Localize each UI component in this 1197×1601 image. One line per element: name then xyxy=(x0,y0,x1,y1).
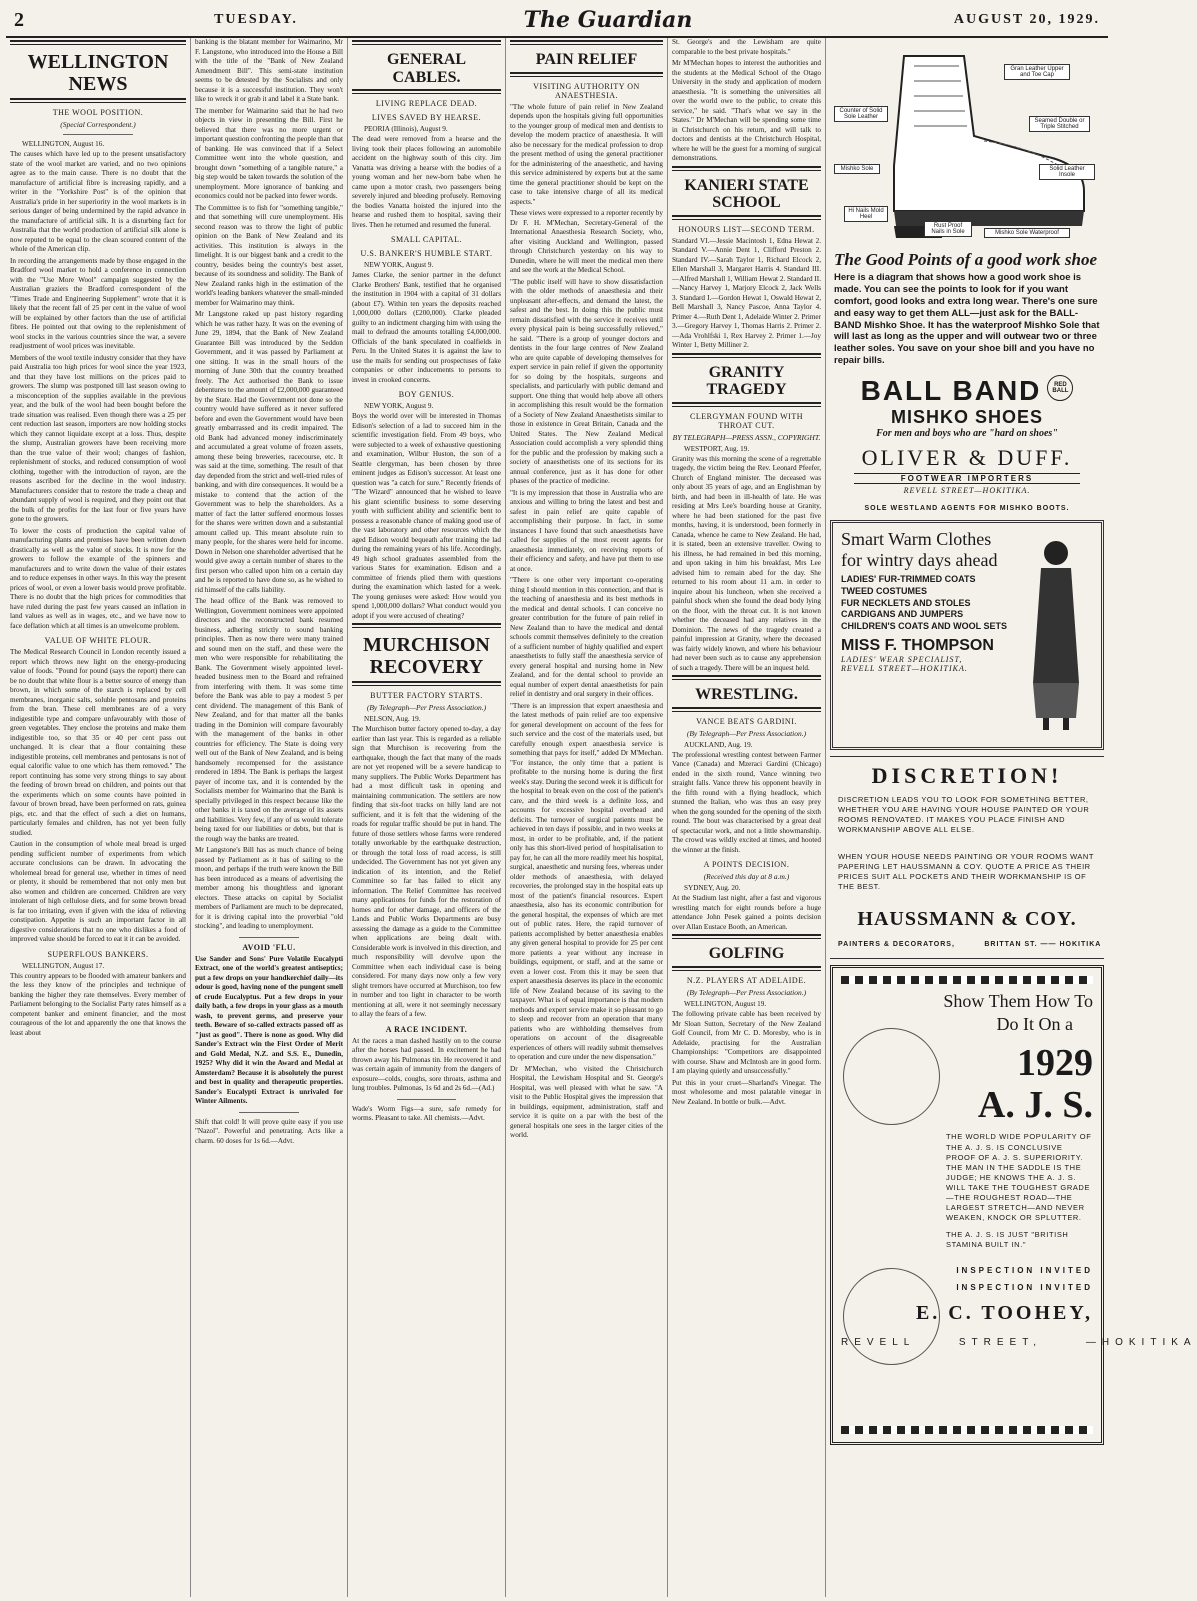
byline: BY TELEGRAPH—PRESS ASSN., COPYRIGHT. xyxy=(672,432,821,442)
heading-rule xyxy=(672,966,821,971)
dateline: PEORIA (Illinois), August 9. xyxy=(364,125,448,134)
article-paragraph: Caution in the consumption of whole meal bread is urged pending sufficient number of experiments from which accurate conclusions can be drawn. In advocating the wholemeal bread for general use, whether in times of need or plenty, it should be remembered that not only men but also women and children are concerned. Children are very intolerant of high cellulose diets, and for some brown bread is far too irritating, even if given with the idea of relieving constipation. Appetite is such an important factor in all digestive considerations that no one who dislikes a food of improved value should be forced to eat it it can be avoided. xyxy=(10,840,186,943)
heading-rule xyxy=(672,934,821,939)
thompson-address: REVELL STREET—HOKITIKA. xyxy=(841,663,968,673)
ajs-headline: Do It On a xyxy=(996,1014,1073,1035)
clothing-item: TWEED COSTUMES xyxy=(841,586,928,597)
paper-title: The Guardian xyxy=(523,7,693,33)
article-subheading: LIVING REPLACE DEAD. xyxy=(375,99,478,109)
advert-paragraph: Use Sander and Sons' Pure Volatile Eucalypti Extract, one of the world's greatest antiseptics; put a few drops on your handkerchief daily—its odour is good, having none of the pungent smell of crude Eucalyptus. Put a few drops in your daily bath, a few drops in your glass as a mouth wash, to prevent germs, and preserve your teeth. Beware of so-called extracts passed off as "just as good". There is none as good. Why did Sander's Extract win the First Order of Merit and Gold Medal, N.Z. and S.S. E., Dunedin, 1925? Why did it win the Award and Medal at Amsterdam? Because it is absolutely the purest and best in quality and therapeutic properties. Sander's Eucalypti Extract is unrivaled for Winter Ailments. xyxy=(195,954,343,1105)
heading-rule xyxy=(352,89,501,94)
byline: (By Telegraph—Per Press Association.) xyxy=(366,703,487,713)
pain-relief-heading: PAIN RELIEF xyxy=(535,51,638,68)
red-ball-badge: RED BALL xyxy=(1047,375,1073,401)
article-paragraph: "It is my impression that those in Australia who are anxious and willing to bring the latest and best and safest in pain relief are quite capable of accomplishing their purpose. In fact, in some instances I have found that such anaesthetists have called for supplies of the most recent agents for anaesthesia immediately, on receiving reports of their efficiency and safety, and have put them to use at once. xyxy=(510,488,663,573)
mishko-tagline: For men and boys who are "hard on shoes" xyxy=(876,428,1058,439)
inspection-invited: INSPECTION INVITED xyxy=(956,1282,1093,1292)
article-paragraph: Granity was this morning the scene of a regrettable tragedy, the victim being the Rev. Leonard Pfeefer, Church of England minister. The deceased was only about 35 years of age, and an Englishman by birth, and had been in ill-health of late. He was residing at Mrs Lee's boarding house at Granity, where he had been stationed for the past five months, having, it is understood, been formerly in Canada, whence he came to New Zealand. He had, it is stated, been an extensive traveller. Owing to his illness, he had remained in bed this morning, and upon taking in him his breakfast, Mrs Lee advised him to remain abed for the day. She returned to his room about 11 a.m. in order to inquire about his luncheon, when she received a painful shock when she found the dead body lying on the floor, with the throat cut. It is not known whether the deceased had any relatives in the Dominion. The news of the tragedy created a painful impression at Granity, where the deceased was fairly widely known, and where his behaviour had never been such as to cause any apprehension of such a tragedy. There will be an inquest held. xyxy=(672,454,821,672)
heading-rule xyxy=(672,402,821,407)
article-subheading: N.Z. PLAYERS AT ADELAIDE. xyxy=(686,976,807,986)
haussmann-address: PAINTERS & DECORATORS, BRITTAN ST. —— HOKITIKA xyxy=(838,941,1102,948)
heading-rule xyxy=(510,40,663,45)
ajs-text: THE WORLD WIDE POPULARITY OF THE A. J. S. IS CONCLUSIVE PROOF OF A. J. S. SUPERIORITY. THE MAN IN THE SADDLE IS THE JUDGE; HE KNOWS THE A. J. S. WILL TAKE THE TOUGHEST GRADE—THE ROUGHEST ROAD—THE LARGEST STRETCH—AND NEVER WEAKEN, KNOCK OR SPLUTTER. xyxy=(946,1132,1092,1223)
article-subheading: VANCE BEATS GARDINI. xyxy=(696,716,797,726)
article-paragraph: St. George's and the Lewisham are quite comparable to the best private hospitals." xyxy=(672,38,821,56)
article-paragraph: Members of the wool textile industry consider that they have paid Australia too high prices for wool since the year 1923, and that they have lost millions on the prices paid to growers. The slump was postponed till last season owing to a misconception of the supplies available in the previous year, and the bulk of the wool had been bought before the trade situation was realised. Even though there was a 25 per cent reduction last season, importers are now holding stocks which they cannot liquidate except at a loss. Thus, despite the slump, Australian growers have been receiving more than the true value of their wool; changes of fashion, replenishment of stocks, and reduced consumption of wool clothing, together with the introduction of rayon, are the reasons ascribed for the decline in the wool industry. Manufacturers consider that to restore the trade a cheap and abundant supply of wool is required, and they point out that the bulk of the profits for the last four or five years have gone to the growers. xyxy=(10,353,186,523)
ajs-text: THE A. J. S. IS JUST "BRITISH STAMINA BUILT IN." xyxy=(946,1229,1069,1249)
column-4 xyxy=(506,38,668,1597)
ajs-advert xyxy=(830,965,1197,1445)
byline: (By Telegraph—Per Press Association.) xyxy=(686,988,807,998)
article-subheading: SUPERFLOUS BANKERS. xyxy=(47,949,149,959)
heading-rule xyxy=(352,623,501,628)
dateline: WELLINGTON, August 17. xyxy=(22,961,105,970)
article-subheading: BUTTER FACTORY STARTS. xyxy=(370,691,483,701)
article-paragraph: James Clarke, the senior partner in the defunct Clarke Brothers' Bank, testified that he organised the institution in 1904 with a capital of 31 dollars (about £7). Within ten years the deposits reached 1,000,000 dollars (£200,000). Clarke pleaded guilty to an indictment charging him with using the mail to defraud the amounts totalling £4,000,000. Officials of the bank speculated in coalfields in Peru. In the United States it is against the law to use the mails for sending out prospectuses of fake companies or other inducements to persons to invest in crooked concerns. xyxy=(352,271,501,384)
article-paragraph: The dead were removed from a hearse and the living took their places following an automobile accident on the highway south of this city. Jim Vanatta was driving a hearse with the bodies of a young woman and her new-born babe when he came upon a motor crash, two passengers being severely injured and bleeding profusely. Removing the bodies Vanatta hoisted the injured into the hearse and rushed them to hospital, saving their lives. Then he returned and resumed the funeral. xyxy=(352,135,501,229)
article-subheading: A POINTS DECISION. xyxy=(703,860,790,870)
page-number: 2 xyxy=(14,8,24,31)
dateline: WELLINGTON, August 19. xyxy=(684,1000,767,1009)
dateline: NEW YORK, August 9. xyxy=(364,261,434,270)
issue-date: AUGUST 20, 1929. xyxy=(953,12,1100,27)
article-paragraph: In recording the arrangements made by those engaged in the Bradford wool market to hold a conference in connection with the "Use More Wool" campaign suggested by the Australian graziers the Bradford correspondent of the "Times Trade and Engineering Supplement" wrote that it is likely that the recent fall of 25 per cent in the value of wool will be explained by other factors than the use of artificial fibres. He pointed out that owing to the replenishment of wool stocks in the various countries since the war, a severe readjustment of wool prices was inevitable. xyxy=(10,256,186,350)
checker-border xyxy=(841,976,1093,984)
motorcycle-rider-illustration xyxy=(843,1028,940,1125)
shoe-label: Mishko Sole xyxy=(834,164,880,174)
sole-agents-note: SOLE WESTLAND AGENTS FOR MISHKO BOOTS. xyxy=(864,505,1070,512)
article-paragraph: banking is the blatant member for Waimarino, Mr F. Langstone, who introduced into the House a Bill with the title of the "Bank of New Zealand Amendment Bill". This semi-state institution seems to be detested by the Socialists and only because it is a successful institution. They won't like to wreck it or grab it and label it a State bank. xyxy=(195,38,343,103)
heading-rule xyxy=(672,353,821,358)
wellington-news-heading: WELLINGTON NEWS xyxy=(27,51,169,95)
kanieri-school-heading: KANIERI STATE SCHOOL xyxy=(684,176,809,212)
clothing-item: CHILDREN'S COATS AND WOOL SETS xyxy=(841,621,1007,632)
article-subheading: CLERGYMAN FOUND WITH THROAT CUT. xyxy=(690,411,803,430)
dateline: WELLINGTON, August 16. xyxy=(22,140,105,148)
heading-rule xyxy=(672,215,821,220)
column-1 xyxy=(6,38,191,1597)
granity-tragedy-heading: GRANITY TRAGEDY xyxy=(706,363,787,399)
shoe-advert-text: Here is a diagram that shows how a good work shoe is made. You can see the points to look for if you want comfort, good looks and extra long wear. There's one sure and easy way to get them ALL—just ask for the BALL-BAND Mishko Shoe. It has the waterproof Mishko Sole that will last as long as the upper and will outwear two or three leather soles. You save on your shoe bill and you have no repair bills. xyxy=(834,272,1100,367)
shoe-label: Hi Nails Mold Heel xyxy=(844,206,888,222)
footwear-importers: FOOTWEAR IMPORTERS xyxy=(854,473,1080,484)
golfing-heading: GOLFING xyxy=(708,945,785,963)
advert-column xyxy=(826,38,1197,1597)
article-paragraph: "There is an impression that expert anaesthesia and the latest methods of pain relief are too expensive for general development on account of the fees for such service and the cost of the materials used, but carefully enough expert anaesthesia service is something that pays for itself," added Dr M'Mechan. "For instance, the only time that a patient is profitable to the nursing home is during the first week's stay. During the second week it is difficult for the hospital to break even on the cost of the patient's care, and the third week is a definite loss, and accounts for excessive hospital overhead and deficits. The turnover of surgical patients must be achieved in ten days if possible, and in two weeks at most, in order to be profitable, and, if the patient only has this short-lived period of hospitalisation to pay for, he can all the more readily meet his hospital, surgical, anaesthetic and nursing fees, whereas under older methods of anaesthesia, with delayed recoveries, the prolonged stay in the hospital eats up most of the patient's financial resources. Expert anaesthesia, also has its economic contribution for the general hospital, the expenses of which are met out of public rates. Here, the rapid turnover of patients accomplished by better anaesthesia enables any given general hospital to provide for 25 per cent more patients a year without any increase in buildings, equipment, or staff, and at the same or even a lower cost. From this it may be seen that expert anaesthesia deserves its place in the economic life of New Zealand because of its saving to the taxpayer. What is of equal importance is that modern methods and expert service make it so pleasant to go to sleep and recover from an operation that many patients who are withholding themselves from operations on account of the disagreeable experiences of others will readily submit themselves to operation and cure under the new dispensation." xyxy=(510,701,663,1062)
divider xyxy=(239,1112,298,1113)
article-paragraph: Mr Langstone's Bill has as much chance of being passed by Parliament as it has of sailing to the moon, and perhaps if the truth were known the Bill has been introduced as a means of advertising the member among his thoughtless and ignorant electors. These attacks on capital by Socialist members of Parliament are much to be deprecated, for it is driving capital into the proverbial "old stocking", and leading to unemployment. xyxy=(195,846,343,930)
oliver-address: REVELL STREET—HOKITIKA. xyxy=(903,486,1031,495)
column-5 xyxy=(668,38,826,1597)
heading-rule xyxy=(672,675,821,680)
clothing-item: LADIES' FUR-TRIMMED COATS xyxy=(841,574,976,585)
issue-day: TUESDAY. xyxy=(214,12,298,27)
column-2 xyxy=(191,38,348,1597)
heading-rule xyxy=(672,707,821,712)
article-paragraph: The member for Waimarino said that he had two objects in view in presenting the Bill. First he believed that there was no more urgent or important question confronting the people than that of banking. He was convinced that if a Select Committee went into the whole question, and brought down "something of a tangible nature," a big step would be taken towards the solution of the unemployment. More ignorance of banking and economics could not be packed into fewer words. xyxy=(195,106,343,200)
article-paragraph: The professional wrestling contest between Farmer Vance (Canada) and Mzeraci Gardini (Chicago) ended in the sixth round, Vance winning two straight falls. Vance threw his opponent heavily in the fifth round with a flying headlock, which stunned the Italian, who was thus an easy prey when the gong sounded for the opening of the sixth round. The bout was characterised by a great deal of spectacular work, and not a little showmanship. The crowd was wildly excited at times, and hooted the winner at the finish. xyxy=(672,750,821,854)
article-paragraph: Mr M'Mechan hopes to interest the authorities and the students at the Medical School of the Otago University in the study and application of modern anaesthesia. "It is something the universities all over the world owe to the public, to create this service," he said. "That's what we say in the States." Dr M'Mechan will be spending some time in Christchurch on his return, and will talk to doctors and dentists at the Christchurch Hospital, where he will be the guest for a morning of surgical demonstrations. xyxy=(672,59,821,162)
article-paragraph: The head office of the Bank was removed to Wellington, Government nominees were appointed directors and the reconstructed bank resumed business, adhering strictly to sound banking principles. Then as now there were many trained and sound men on the staff, and these were the men who were responsible for rehabilitating the Bank. The Government wisely appointed level-headed business men to the Board and refrained from interfering with them. It was some time before the Bank was able to pay a modest 5 per cent dividend. The management of this Bank of New Zealand, and for that matter all the banks trading in the Dominion will compare favourably with the management of the banks in other countries for efficiency. The State is doing very well out of the Bank of New Zealand, and is being handsomely recompensed for the assistance rendered in 1894. The Bank is perhaps the largest payer of income tax, and it is contended by the Socialists member for Waimarino that the Bank is specially privileged in this respect because like the other banks it is taxed on the average of its assets and liabilities. Very few, if any of us would tolerate being taxed for our liabilities or debts, but that is the rough way the banks are treated. xyxy=(195,597,343,843)
article-paragraph: At the Stadium last night, after a fast and vigorous wrestling match for eight rounds before a huge attendance John Pesek gained a points decision over Allan Eustace Booth, an American. xyxy=(672,894,821,931)
oliver-duff-name: OLIVER & DUFF. xyxy=(861,445,1073,470)
shoe-label: Solid Leather Insole xyxy=(1039,164,1095,180)
heading-rule xyxy=(10,98,186,103)
clothes-advert xyxy=(830,520,1104,750)
dateline: WESTPORT, Aug. 19. xyxy=(684,444,750,453)
article-paragraph: "The public itself will have to show dissatisfaction with the older methods of anaesthesia and their unpleasant after-effects, and demand the latest, the safest and the best. In doing this the public must remain dissatisfied with the service it receives until every physical pain is being successfully relieved," he said. "There is a group of younger doctors and dentists in the four large centres of New Zealand who are quite capable of developing themselves for expert service in pain relief if given the opportunity for so doing by the hospitals, surgeons and specialists, and particularly with public demand and support. One thing that would help above all others in accomplishing this result would be the formation of a Society of New Zealand Anaesthetists similar to those in existence in Great Britain, Canada and the United States. The New Zealand Medical Association could accomplish a very splendid thing for the public and the profession by making such a society of anaesthetists one of its sections for its annual conference, just as it has done for other phases of the practice of medicine. xyxy=(510,277,663,486)
article-subheading: SMALL CAPITAL. xyxy=(391,235,462,245)
heading-rule xyxy=(352,40,501,45)
ajs-headline: Show Them How To xyxy=(943,991,1093,1011)
article-paragraph: The Murchison butter factory opened to-day, a day earlier than last year. This is regarded as a reliable sign that Murchison is recovering from the earthquake, though the fact that many of the roads are not yet reopened will be a severe handicap to many suppliers. The Public Works Department has had a most difficult task in opening and maintaining communication. The settlers are now finding that six-foot tracks on hilly land are not sufficient, and it is felt that the widening of the roads for regular traffic should be put in hand. The future of those settlers whose farms were rendered totally unworkable by the earthquake destruction, or through the total loss of road access, is still undecided. The Government has not yet given any indication of its intention, and the Relief Committee so far has failed to elicit any information. The Relief Committee has received many applications for funds for the restoration of homes and for other damage, and officers of the Lands and Public Works Departments are busy assessing the damage as a guide to the Committee when applications are being dealt with. Considerable work is involved in this direction, and much responsibility will devolve upon the Committee when each individual case is being considered. For many days now only a few very slight tremors have occurred at Murchison, too few in number and too light in character to be worth mentioning at all, were it not seemingly necessary to allay the fears of a few. xyxy=(352,725,501,1019)
byline: (Received this day at 8 a.m.) xyxy=(703,872,790,882)
article-paragraph: This country appears to be flooded with amateur bankers and the less they know of the principles and technique of banking the higher they rate themselves. Every member of Parliament belonging to the Socialist Party rates himself as a competent banker and eminent financier, and the most courageous of the lot and apparently the one that knows the least about xyxy=(10,971,186,1037)
toohey-name: E. C. TOOHEY, xyxy=(915,1301,1093,1324)
shoe-advert xyxy=(830,44,1104,514)
thompson-specialist: LADIES' WEAR SPECIALIST, xyxy=(841,654,963,664)
article-paragraph: The following private cable has been received by Mr Sloan Sutton, Secretary of the New Zealand Golf Council, from Mr C. D. Moresby, who is in Adelaide, practising for the Australian Championships: "Competitors are disappointed with course. Shaw and McIntosh are in good form. I am playing quietly and unsuccessfully." xyxy=(672,1010,821,1076)
byline: (Special Correspondent.) xyxy=(60,120,136,129)
advert-paragraph: Shift that cold! It will prove quite easy if you use "Nazol". Powerful and penetrating. Acts like a charm. 60 doses for 1s 6d.—Advt. xyxy=(195,1117,343,1145)
discretion-heading: DISCRETION! xyxy=(871,763,1063,788)
masthead xyxy=(6,4,1108,38)
article-subheading: U.S. BANKER'S HUMBLE START. xyxy=(360,249,493,259)
advert-paragraph: Put this in your cruet—Sharland's Vinegar. The most wholesome and most palatable vinegar in New Zealand. In bottle or bulk.—Advt. xyxy=(672,1078,821,1106)
shoe-label: Counter of Solid Sole Leather xyxy=(834,106,888,122)
murchison-recovery-heading: MURCHISON RECOVERY xyxy=(363,634,490,679)
discretion-text: DISCRETION LEADS YOU TO LOOK FOR SOMETHING BETTER, WHETHER YOU ARE HAVING YOUR HOUSE PAINTED OR YOUR ROOMS RENOVATED. IT MAKES YOU PLACE FINISH AND WORKMANSHIP ABOVE ALL ELSE. xyxy=(838,795,1090,835)
shoe-label: Mishko Sole Waterproof xyxy=(984,228,1070,238)
thompson-name: MISS F. THOMPSON xyxy=(841,636,994,654)
heading-rule xyxy=(10,40,186,45)
honours-list: Standard VI.—Jessie Macintosh 1, Edna Hewat 2. Standard V.—Annie Dent 1, Clifford Preston 2. Standard IV.—Sarah Taylor 1, Richard Elcock 2, Ellen Marshall 3, Margaret Harris 4. Standard III.—Alfred Marshall 1, William Hewat 2. Standard II.—Nancy Harvey 1, Marjory Elcock 2, Jack Wells 3. Standard I.—Gordon Hewat 1, Oswald Hewat 2, Bell Marshall 3, Nancy Pascoe, Anna Taylor 4. Primer 4.—Ruth Dent 1, Adelaide Winter 2. Primer 3.—Gregory Harvey 1, Thomas Harris 2. Primer 2.—Ada Vrohlfski 1, Rex Harvey 2. Primer 1.—Joy Winter 1, Betty Milliner 2. xyxy=(672,236,821,350)
ball-band-logo: BALL BAND xyxy=(860,375,1042,406)
article-subheading: LIVES SAVED BY HEARSE. xyxy=(371,113,482,123)
dateline: AUCKLAND, Aug. 19. xyxy=(684,740,753,749)
shoe-label: Seamed Double or Triple Stitched xyxy=(1029,116,1090,132)
wrestling-heading: WRESTLING. xyxy=(695,686,798,704)
inspection-invited: INSPECTION INVITED xyxy=(956,1265,1093,1275)
article-subheading: A RACE INCIDENT. xyxy=(385,1024,468,1034)
divider xyxy=(397,1099,457,1100)
dateline: NEW YORK, August 9. xyxy=(364,402,434,411)
general-cables-heading: GENERAL CABLES. xyxy=(386,51,467,86)
dateline: SYDNEY, Aug. 20. xyxy=(684,884,741,893)
heading-rule xyxy=(510,72,663,77)
article-subheading: VALUE OF WHITE FLOUR. xyxy=(44,636,152,645)
article-paragraph: The Committee is to fish for "something tangible," and that something will cure unemployment. His second reason was to throw the light of public opinion on the Bank of New Zealand and its activities. This institution is always in the limelight. It is our biggest bank and a credit to the country, besides being the country's best asset, because of its soundness and solidity. The Bank of New Zealand ranks high in the estimation of the world's leading bankers whatever the small-minded member for Waimarino may think. xyxy=(195,203,343,307)
divider xyxy=(63,134,133,135)
heading-rule xyxy=(672,166,821,171)
discretion-text: WHEN YOUR HOUSE NEEDS PAINTING OR YOUR ROOMS WANT PAPERING LET HAUSSMANN & COY. QUOTE A PRICE AS THEIR PRICES SUIT ALL POCKETS AND THEIR WORKMANSHIP IS OF THE BEST. xyxy=(838,851,1094,891)
article-subheading: AVOID 'FLU. xyxy=(242,942,296,952)
dateline: NELSON, Aug. 19. xyxy=(364,715,421,724)
shoe-diagram xyxy=(834,46,1100,246)
article-subheading: THE WOOL POSITION. xyxy=(52,108,144,117)
article-subheading: HONOURS LIST—SECOND TERM. xyxy=(678,224,815,234)
article-paragraph: "There is one other very important co-operating thing I should mention in this connection, and that is the teaching of anaesthesia and its best methods in the medical and dental schools. I can conceive no greater contribution for the future of pain relief in New Zealand than to have the medical and dental schools commit themselves definitely to the creation of a sufficient number of highly qualified and expert anaesthetists to fully staff the anaesthesia service of every general hospital and nursing home in New Zealand, and for the dental school to provide an equal number of expert dental anaesthetists for pain relief in dentistry and oral surgery in their offices. xyxy=(510,576,663,699)
article-paragraph: To lower the costs of production the capital value of manufacturing plants and premises have been written down drastically as well as the value of stocks. It is now for the growers to follow the example of the spinners and manufacturers and to write down the value of their estates and to reduce expenses in other ways. In this way the present prices of wool, or even a lower basis would prove profitable. There is no doubt that the high prices for commodities that have ruled during the past few years caused an inflation in land values as well as in wages, etc., and we have now to face deflation which at all times is an unwelcome problem. xyxy=(10,526,186,630)
checker-border xyxy=(841,1426,1093,1434)
divider xyxy=(239,937,298,938)
article-paragraph: Boys the world over will be interested in Thomas Edison's selection of a lad to succeed him in the scientific investigation field. From 49 boys, who were subjected to a week of exhaustive questioning and examination, Wilbur Huston, the son of a Seattle clergyman, has been chosen by three eminent judges as Edison's successor. At least one question was "a catch for sure." Recently friends of "The Wizard" announced that he wished to leave his giant scientific business to some deserving youth with sufficient ability and scientific bent to possess a reasonable chance of making good use of the vast laboratory and other resources which the aged Edison would bequeath after training the lad during the remaining years of his life. Accordingly, 49 high school graduates assembled from the various States for examination. Edison and a committee of friends plied them with questions during the examination which lasted for a week. The young geniuses were asked: How would you spend 1,000,000 dollars? What conduct would you adopt if you were accused of cheating? xyxy=(352,412,501,620)
article-paragraph: These views were expressed to a reporter recently by Dr F. H. M'Mechan, Secretary-General of the International Anaesthesia Research Society, who, after visiting Auckland and Wellington, passed through Christchurch yesterday on his way to Dunedin, where he will meet the medical men there and see the work at the Medical School. xyxy=(510,209,663,275)
article-paragraph: The Medical Research Council in London recently issued a report which throws new light on the energy-producing value of foods. "Pound for pound (says the report) there can be no doubt that white flour is a better source of energy than brown, in which some of the starch is replaced by cell membranes, inorganic salts, soluble pentosans and proteins from the bran. These cell membranes are of a very indigestible type and compare unfavourably with those of green vegetables. They enclose the proteins and make them indigestible too, so that 35 or 40 per cent pass out unchanged. It is clear that a flour containing these indigestible proteins, cell membranes and pentosans is not of equal calorific value to one which has them removed." The report continuing has some very strong things to say about the feeding of brown bread on children, and points out that the experiments which on some counts have pointed in favour of brown bread, have been performed on rats, guinea pigs, etc. and that the effect of such a diet on humans, particularly females and children, has not yet been fully studied. xyxy=(10,648,186,837)
clothing-item: FUR NECKLETS AND STOLES xyxy=(841,597,971,608)
advert-paragraph: At the races a man dashed hastily on to the course after the horses had passed. In excitement he had thrown away his Pulmonas tin. He recovered it and was certain again of immunity from the dangers of exposure—colds, coughs, sore throats, asthma and lung troubles. Pulmonas, 1s 6d and 2s 6d.—(Ad.) xyxy=(352,1036,501,1093)
shoe-label: Gran Leather Upper and Toe Cap xyxy=(1004,64,1070,80)
article-paragraph: Mr Langstone raked up past history regarding which he was rather hazy. It was on the evening of June 29, 1894, that the Bank of New Zealand Guarantee Bill was introduced by the Seddon Government, and it was passed by Parliament at one sitting. It was in the small hours of the morning of June 30th that the country breathed freely. The Act authorised the Bank to issue debentures to the amount of £2,000,000 guaranteed by the State. Had the Government not done so the country would have suffered as it never suffered before and even the Government would have been greatly embarrassed and its credit impaired. The old Bank had advanced money indiscriminately and accumulated a great volume of frozen assets, among these being breweries, racecourse, etc. It was said at the time, something. The result of that day depended from the strict and well-tried rules of banking, and with dire consequences. It would be a mistake to contend that the action of the Government was to help the shareholders. As a matter of fact the latter suffered enormous losses for the shares were written down and a substantial amount called up. This meant absolute ruin to many people, for the shares were held for income. Down in Nelson one shareholder advertised that he would give away a certain number of shares to the first person who called upon him on a certain day and he is reported to have done so, as he wished to rid himself of the calls liability. xyxy=(195,310,343,594)
motorcycle-rider-illustration xyxy=(843,1268,940,1365)
article-paragraph: Dr M'Mechan, who visited the Christchurch Hospital, the Lewisham Hospital and St. George's Hospital, was well pleased with what he saw. "A visit to the Public Hospital gives the impression that in buildings, equipment, administration, staff and service it is quite on a par with the best of the general hospitals one sees in the larger cities of the world. xyxy=(510,1064,663,1140)
clothing-item: CARDIGANS AND JUMPERS xyxy=(841,609,964,620)
byline: (By Telegraph—Per Press Association.) xyxy=(686,728,807,738)
column-3 xyxy=(348,38,506,1597)
haussmann-name: HAUSSMANN & COY. xyxy=(857,908,1077,930)
toohey-address: REVELL STREET, —HOKITIKA xyxy=(841,1336,1197,1348)
advert-paragraph: Wade's Worm Figs—a sure, safe remedy for worms. Pleasant to take. All chemists.—Advt. xyxy=(352,1104,501,1123)
heading-rule xyxy=(352,681,501,686)
lady-figure-illustration xyxy=(1021,533,1091,733)
article-subheading: VISITING AUTHORITY ON ANAESTHESIA. xyxy=(533,81,640,100)
article-paragraph: The causes which have led up to the present unsatisfactory state of the wool market are varied, and no two opinions agree as to the main cause. There is no doubt that the manufacture of artificial fibre is increasing rapidly, and a writer in the "Yorkshire Post" is of the opinion that Australia's pride in her superiority in the wool markets is in serious danger of being undermined by the rapid advance in the manufacture of artificial silk. It is a disturbing fact for Australia that the world production of artificial silk alone is now reputed to be equal to the clean scoured content of the whole of the American clip. xyxy=(10,150,186,253)
article-subheading: BOY GENIUS. xyxy=(398,390,455,400)
ajs-year: 1929 xyxy=(1017,1041,1093,1084)
article-paragraph: "The whole future of pain relief in New Zealand depends upon the hospitals giving full opportunities to the younger group of medical men and dentists to develop the modern practice of anaesthesia. It will also be necessary for the medical profession to drop the present method of using the general practitioner for the administering of the anaesthetic, and having this service administered by experts but at the same time the general practitioner should be kept on the case to take intensive charge of all its medical aspects." xyxy=(510,102,663,206)
shoe-label: Rust Proof Nails in Sole xyxy=(924,221,972,237)
smart-clothes-title: Smart Warm Clothes for wintry days ahead xyxy=(841,529,998,570)
mishko-shoes-title: MISHKO SHOES xyxy=(890,407,1044,427)
haussmann-advert xyxy=(830,756,1104,959)
ajs-brand: A. J. S. xyxy=(977,1083,1093,1126)
shoe-advert-heading: The Good Points of a good work shoe xyxy=(834,250,1098,269)
